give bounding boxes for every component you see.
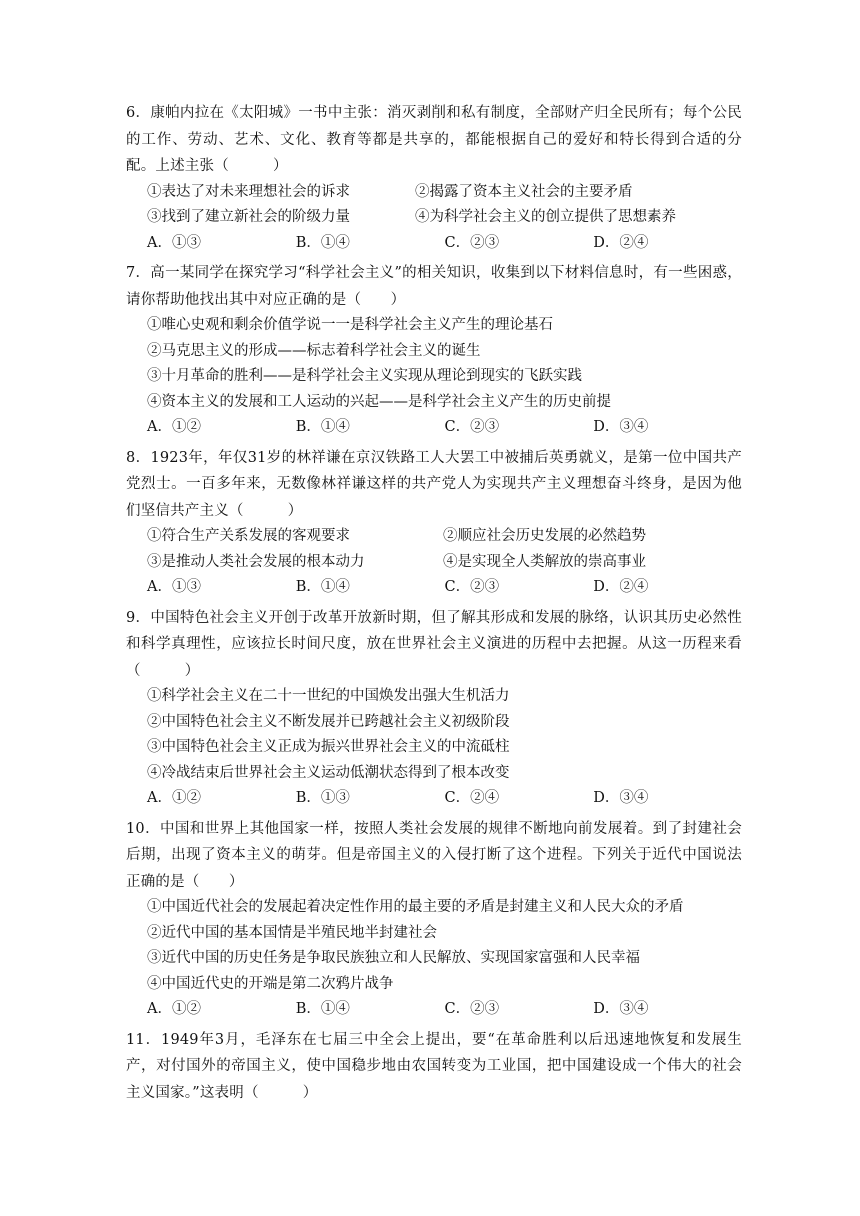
question-8 [126,445,742,601]
option-2: ②马克思主义的形成——标志着科学社会主义的诞生 [147,342,481,359]
answer-choices [126,231,742,257]
question-stem: 11．1949年3月，毛泽东在七届三中全会上提出，要“在革命胜利以后迅速地恢复和发展生产，对付国外的帝国主义，使中国稳步地由农国转变为工业国，把中国建设成一个伟大的社会主义国家。”这表明（ ） [126,1031,742,1101]
question-7 [126,260,742,441]
choice-c: C．②③ [444,419,500,435]
choice-d: D．③④ [593,790,649,806]
option-1: ①唯心史观和剩余价值学说一一是科学社会主义产生的理论基石 [147,317,553,333]
choice-c: C．②④ [444,790,500,806]
option-4: ④为科学社会主义的创立提供了思想素养 [415,209,676,225]
option-row [126,550,742,576]
choice-d: D．③④ [593,1001,649,1017]
choice-c: C．②③ [444,579,500,595]
option-3: ③找到了建立新社会的阶级力量 [147,209,350,225]
option-4: ④资本主义的发展和工人运动的兴起——是科学社会主义产生的历史前提 [147,393,611,410]
answer-choices [126,997,742,1023]
choice-a: A．①③ [147,579,201,595]
option-2: ②近代中国的基本国情是半殖民地半封建社会 [147,924,437,941]
choice-b: B．①④ [295,1001,350,1017]
choice-d: D．③④ [593,419,649,435]
option-row [126,205,742,231]
choice-b: B．①④ [295,579,350,595]
choice-b: B．①④ [295,419,350,435]
question-stem: 6．康帕内拉在《太阳城》一书中主张：消灭剥削和私有制度，全部财产归全民所有；每个公民的工作、劳动、艺术、文化、教育等都是共享的，都能根据自己的爱好和特长得到合适的分配。上述主张（ ） [126,105,742,174]
answer-choices [126,575,742,601]
option-3: ③十月革命的胜利——是科学社会主义实现从理论到现实的飞跃实践 [147,368,582,384]
option-3: ③中国特色社会主义正成为振兴世界社会主义的中流砥柱 [147,739,510,755]
question-stem: 9．中国特色社会主义开创于改革开放新时期，但了解其形成和发展的脉络，认识其历史必然性和科学真理性，应该拉长时间尺度，放在世界社会主义演进的历程中去把握。从这一历程来看（ ） [126,609,742,679]
option-4: ④冷战结束后世界社会主义运动低潮状态得到了根本改变 [147,764,510,781]
choice-b: B．①③ [295,790,350,806]
question-stem: 7．高一某同学在探究学习“科学社会主义”的相关知识，收集到以下材料信息时，有一些困惑，请你帮助他找出其中对应正确的是（ ） [126,265,742,308]
choice-a: A．①② [147,419,201,435]
option-3: ③近代中国的历史任务是争取民族独立和人民解放、实现国家富强和人民幸福 [147,950,640,966]
choice-a: A．①③ [147,234,201,251]
choice-d: D．②④ [593,234,649,251]
option-2: ②揭露了资本主义社会的主要矛盾 [415,183,633,200]
option-1: ①科学社会主义在二十一世纪的中国焕发出强大生机活力 [147,688,510,704]
option-3: ③是推动人类社会发展的根本动力 [147,553,365,570]
option-2: ②中国特色社会主义不断发展并已跨越社会主义初级阶段 [147,713,510,730]
choice-a: A．①② [147,1001,201,1017]
choice-c: C．②③ [444,1001,500,1017]
option-4: ④中国近代史的开端是第二次鸦片战争 [147,975,394,992]
question-6 [126,100,742,256]
answer-choices [126,786,742,812]
question-11 [126,1027,742,1107]
question-stem: 10．中国和世界上其他国家一样，按照人类社会发展的规律不断地向前发展着。到了封建社会后期，出现了资本主义的萌芽。但是帝国主义的入侵打断了这个进程。下列关于近代中国说法正确的是（ ） [126,820,742,890]
choice-a: A．①② [147,790,201,806]
choice-d: D．②④ [593,579,649,595]
option-1: ①中国近代社会的发展起着决定性作用的最主要的矛盾是封建主义和人民大众的矛盾 [147,899,684,915]
question-10 [126,816,742,1023]
choice-c: C．②③ [444,234,500,251]
option-row [126,524,742,550]
option-1: ①符合生产关系发展的客观要求 [147,528,350,544]
question-list [126,100,742,1110]
option-2: ②顺应社会历史发展的必然趋势 [443,528,646,544]
answer-choices [126,415,742,441]
choice-b: B．①④ [295,234,350,251]
option-4: ④是实现全人类解放的崇高事业 [443,553,646,570]
question-stem: 8．1923年，年仅31岁的林祥谦在京汉铁路工人大罢工中被捕后英勇就义，是第一位中国共产党烈士。一百多年来，无数像林祥谦这样的共产党人为实现共产主义理想奋斗终身，是因为他们坚信共产主义（ ） [126,449,742,519]
option-row [126,180,742,206]
option-1: ①表达了对未来理想社会的诉求 [147,183,350,200]
question-9 [126,605,742,812]
